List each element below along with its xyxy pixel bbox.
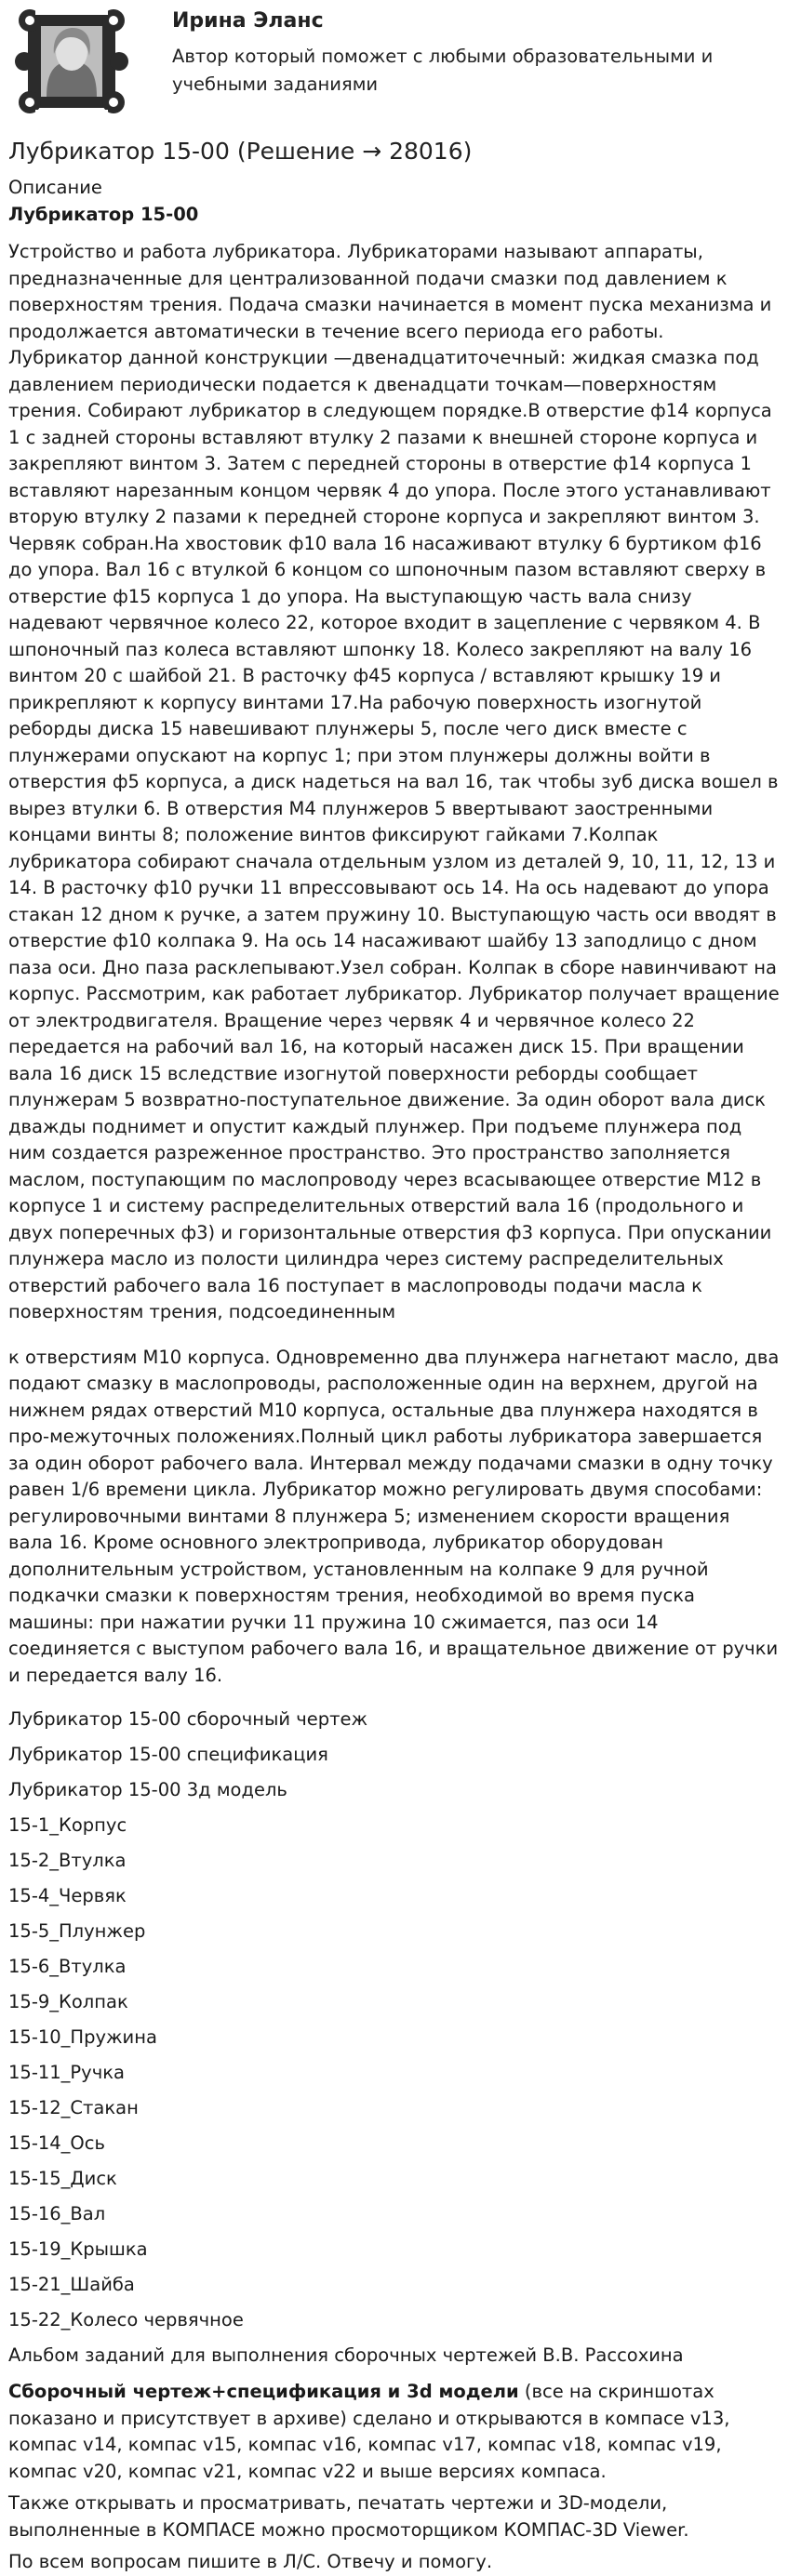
compatibility-note-bold: Сборочный чертеж+спецификация и 3d модели xyxy=(8,2381,519,2402)
list-item: 15-2_Втулка xyxy=(8,1850,127,1871)
list-item: 15-16_Вал xyxy=(8,2203,106,2224)
contact-note: По всем вопросам пишите в Л/С. Отвечу и помогу. xyxy=(8,2551,493,2572)
author-avatar[interactable] xyxy=(15,6,128,119)
list-item: 15-21_Шайба xyxy=(8,2274,135,2295)
description-paragraph-1: Устройство и работа лубрикатора. Лубрикаторами называют аппараты, предназначенные для централизованной подачи смазки под давлением к поверхностям трения. Подача смазки начинается в момент пуска механизма и продолжается автоматически в течение всего периода его работы. Лубрикатор данной конструкции —двенадцатиточечный: жидкая смазка под давлением периодически подается к двенадцати точкам—поверхностям трения. Собирают лубрикатор в следующем порядке.В отверстие ф14 корпуса 1 с задней стороны вставляют втулку 2 пазами к внешней стороне корпуса и закрепляют винтом 3. Затем с передней стороны в отверстие ф14 корпуса 1 вставляют нарезанным концом червяк 4 до упора. После этого устанавливают вторую втулку 2 пазами к передней стороне корпуса и закрепляют винтом 3. Червяк собран.На хвостовик ф10 вала 16 насаживают втулку 6 буртиком ф16 до упора. Вал 16 с втулкой 6 концом со шпоночным пазом вставляют сверху в отверстие ф15 корпуса 1 до упора. На выступающую часть вала снизу надевают червячное колесо 22, которое входит в зацепление с червяком 4. В шпоночный паз колеса вставляют шпонку 18. Колесо закрепляют на валу 16 винтом 20 с шайбой 21. В расточку ф45 корпуса / вставляют крышку 19 и прикрепляют к корпусу винтами 17.На рабочую поверхность изогнутой реборды диска 15 навешивают плунжеры 5, после чего диск вместе с плунжерами опускают на корпус 1; при этом плунжеры должны войти в отверстия ф5 корпуса, а диск надеться на вал 16, так чтобы зуб диска вошел в вырез втулки 6. В отверстия М4 плунжеров 5 ввертывают заостренными концами винты 8; положение винтов фиксируют гайками 7.Колпак лубрикатора собирают сначала отдельным узлом из деталей 9, 10, 11, 12, 13 и 14. В расточку ф10 ручки 11 впрессовывают ось 14. На ось надевают до упора стакан 12 дном к ручке, а затем пружину 10. Выступающую часть оси вводят в отверстие ф10 колпака 9. На ось 14 насаживают шайбу 13 заподлицо с дном паза оси. Дно паза расклепывают.Узел собран. Колпак в сборе навинчивают на корпус. Рассмотрим, как работает лубрикатор. Лубрикатор получает вращение от электродвигателя. Вращение через червяк 4 и червячное колесо 22 передается на рабочий вал 16, на который насажен диск 15. При вращении вала 16 диск 15 вследствие изогнутой поверхности реборды сообщает плунжерам 5 возвратно-поступательное движение. За один оборот вала диск дважды поднимет и опустит каждый плунжер. При подъеме плунжера под ним создается разреженное пространство. Это пространство заполняется маслом, поступающим по маслопроводу через всасывающее отверстие М12 в корпусе 1 и систему распределительных отверстий вала 16 (продольного и двух поперечных ф3) и горизонтальные отверстия ф3 корпуса. При опускании плунжера масло из полости цилиндра через систему распределительных отверстий рабочего вала 16 поступает в маслопроводы подачи масла к поверхностям трения, подсоединенным xyxy=(8,241,780,1322)
list-item: 15-5_Плунжер xyxy=(8,1920,146,1942)
list-item: 15-19_Крышка xyxy=(8,2238,148,2260)
author-block xyxy=(8,0,780,130)
description-paragraph-2: к отверстиям М10 корпуса. Одновременно два плунжера нагнетают масло, два подают смазку в маслопроводы, расположенные один на верхнем, другой на нижнем рядах отверстий М10 корпуса, остальные два плунжера находятся в про-межуточных положениях.Полный цикл работы лубрикатора завершается за один оборот рабочего вала. Интервал между подачами смазки в одну точку равен 1/6 времени цикла. Лубрикатор можно регулировать двумя способами: регулировочными винтами 8 плунжера 5; изменением скорости вращения вала 16. Кроме основного электропривода, лубрикатор оборудован дополнительным устройством, установленным на колпаке 9 для ручной подкачки смазки к поверхностям трения, необходимой во время пуска машины: при нажатии ручки 11 пружина 10 сжимается, паз оси 14 соединяется с выступом рабочего вала 16, и вращательное движение от ручки и передается валу 16. xyxy=(8,1346,780,1686)
list-item: 15-12_Стакан xyxy=(8,2097,139,2118)
file-list xyxy=(8,1702,780,2373)
list-item: 15-1_Корпус xyxy=(8,1814,127,1836)
list-item: 15-9_Колпак xyxy=(8,1991,128,2012)
description-label: Описание xyxy=(8,177,102,198)
compatibility-note-text: (все на скриншотах показано и присутствует в архиве) сделано и открываются в компасе v13, компас v14, компас v15, компас v16, компас v17, компас v18, компас v19, компас v20, компас v21, компас v22 и выше версиях компаса. xyxy=(8,2381,730,2482)
list-item: 15-6_Втулка xyxy=(8,1956,127,1977)
author-name[interactable]: Ирина Эланс xyxy=(172,9,324,33)
list-item: 15-14_Ось xyxy=(8,2132,105,2154)
list-item: 15-4_Червяк xyxy=(8,1885,127,1906)
viewer-note: Также открывать и просматривать, печатать чертежи и 3D-модели, выполненные в КОМПАСЕ можно просмоторщиком КОМПАС-3D Viewer. xyxy=(8,2492,689,2541)
list-item: Лубрикатор 15-00 сборочный чертеж xyxy=(8,1708,368,1730)
compatibility-note xyxy=(8,2379,780,2485)
list-item: 15-11_Ручка xyxy=(8,2062,125,2083)
product-subtitle: Лубрикатор 15-00 xyxy=(8,203,199,225)
product-title: Лубрикатор 15-00 (Решение → 28016) xyxy=(8,138,473,165)
list-item: 15-10_Пружина xyxy=(8,2026,157,2048)
list-item: 15-15_Диск xyxy=(8,2168,117,2189)
list-item: Лубрикатор 15-00 спецификация xyxy=(8,1744,328,1765)
list-item: Лубрикатор 15-00 3д модель xyxy=(8,1779,287,1800)
list-item: Альбом заданий для выполнения сборочных чертежей В.В. Рассохина xyxy=(8,2344,684,2366)
author-description: Автор который поможет с любыми образовательными и учебными заданиями xyxy=(172,46,714,95)
list-item: 15-22_Колесо червячное xyxy=(8,2309,244,2330)
